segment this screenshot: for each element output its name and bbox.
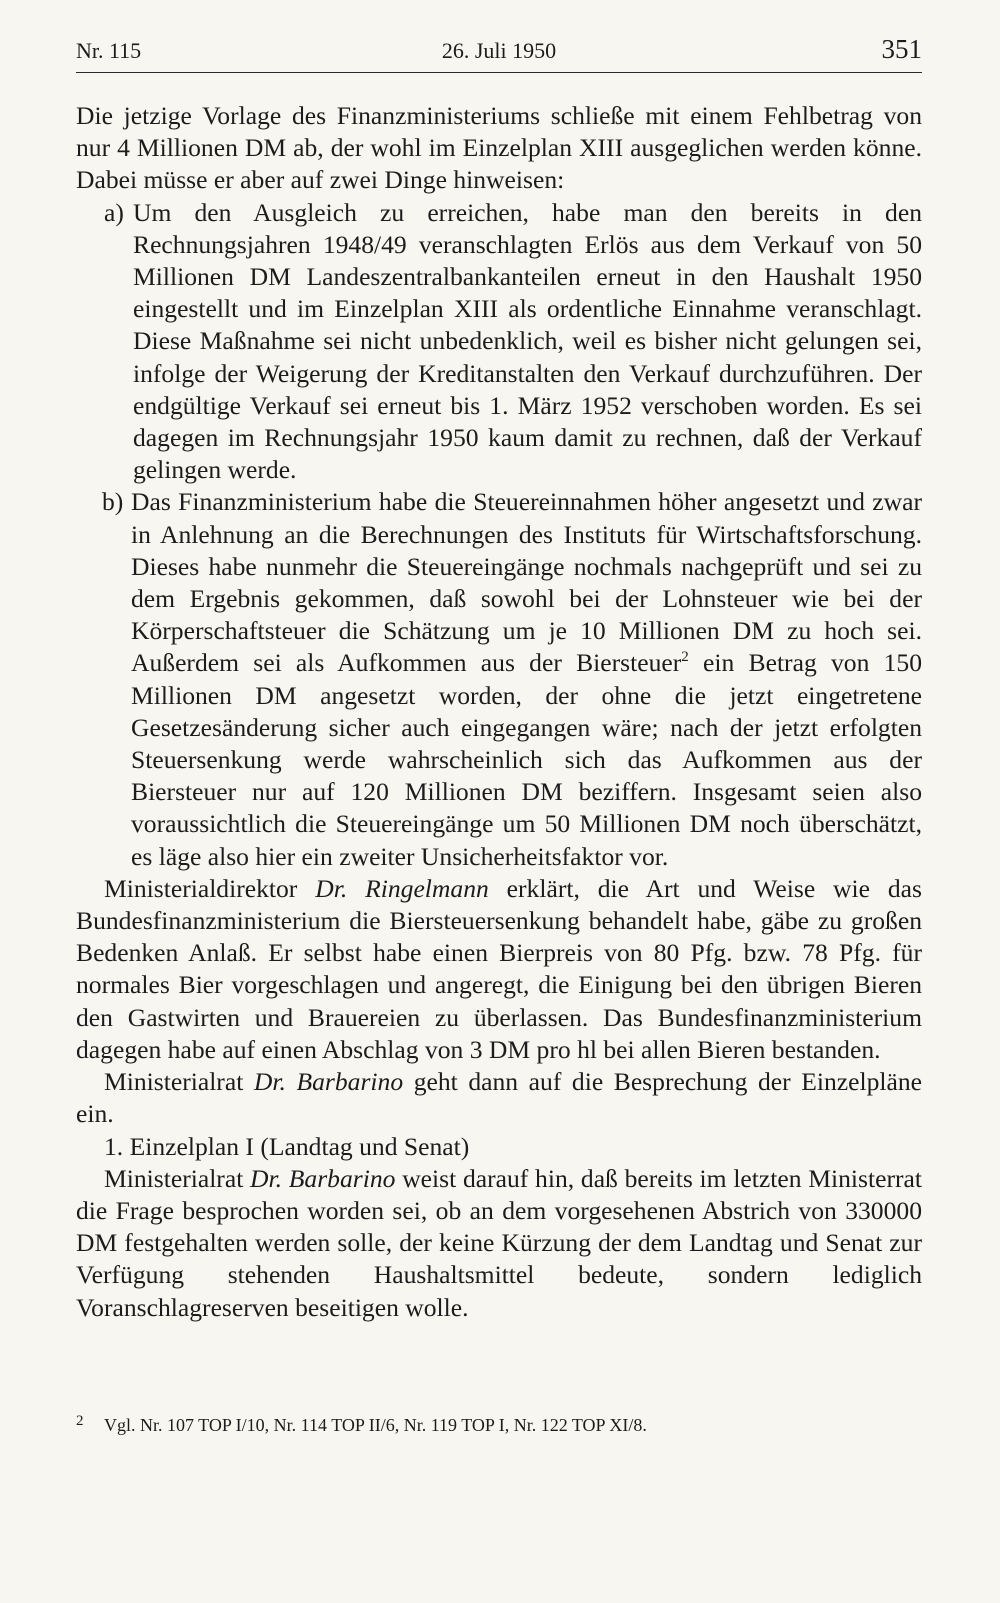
section-heading: 1. Einzelplan I (Landtag und Senat) bbox=[104, 1131, 470, 1161]
text-segment: weist darauf hin, daß bereits im letzten Ministerrat die Frage besprochen worden sei, ob an dem vorgesehenen Abstrich von 330000 DM festgehalten werden solle, der keine Kürzung der dem Landtag und Senat zur Verfügung stehenden Haushaltsmittel bedeute, sondern lediglich Voranschlagreserven beseitigen wolle. bbox=[76, 1163, 922, 1322]
footnote-number: 2 bbox=[76, 1413, 84, 1429]
list-item-text: Um den Ausgleich zu erreichen, habe man den bereits in den Rechnungsjahren 1948/49 veranschlagten Erlös aus dem Verkauf von 50 Millionen DM Landeszentralbankanteilen erneut in den Haushalt 1950 eingestellt und im Einzelplan XIII als ordentliche Einnahme veranschlagt. Diese Maßnahme sei nicht unbedenklich, weil es bisher nicht gelungen sei, infolge der Weigerung der Kreditanstalten den Verkauf durchzuführen. Der endgültige Verkauf sei erneut bis 1. März 1952 verschoben worden. Es sei dagegen im Rechnungsjahr 1950 kaum damit zu rechnen, daß der Verkauf gelingen werde. bbox=[133, 197, 922, 485]
list-item-b bbox=[76, 486, 922, 872]
page-number: 351 bbox=[881, 34, 922, 64]
running-header bbox=[76, 34, 922, 73]
paragraph: Die jetzige Vorlage des Finanzministeriums schließe mit einem Fehlbetrag von nur 4 Millionen DM ab, der wohl im Einzelplan XIII ausgeglichen werden könne. Dabei müsse er aber auf zwei Dinge hinweisen: bbox=[76, 101, 922, 195]
speaker-name: Dr. Ringelmann bbox=[315, 873, 489, 903]
text-segment: ein Betrag von 150 Millionen DM angesetzt worden, der ohne die jetzt eingetretene Gesetzesänderung sicher auch eingegangen wäre; nach der jetzt erfolgten Steuersenkung werde wahrscheinlich sich das Aufkommen aus der Biersteuer nur auf 120 Millionen DM beziffern. Insgesamt seien also voraussichtlich die Steuereingänge um 50 Millionen DM noch überschätzt, es läge also hier ein zweiter Unsicherheitsfaktor vor. bbox=[131, 648, 922, 871]
speaker-name: Dr. Barbarino bbox=[250, 1163, 396, 1193]
text-segment: Das Finanzministerium habe die Steuereinnahmen höher angesetzt und zwar in Anlehnung an die Berechnungen des Instituts für Wirtschaftsforschung. Dieses habe nunmehr die Steuereingänge nochmals nachgeprüft und sei zu dem Ergebnis gekommen, daß sowohl bei der Lohnsteuer wie bei der Körperschaftsteuer die Schätzung um je 10 Millionen DM zu hoch sei. Außerdem sei als Aufkommen aus der Biersteuer bbox=[131, 487, 922, 678]
text-segment: Ministerialrat bbox=[104, 1067, 254, 1097]
body-text bbox=[76, 100, 922, 1324]
footnote-text: Vgl. Nr. 107 TOP I/10, Nr. 114 TOP II/6, Nr. 119 TOP I, Nr. 122 TOP XI/8. bbox=[104, 1415, 647, 1435]
paragraph bbox=[76, 1066, 922, 1130]
footnote-reference: 2 bbox=[681, 649, 689, 666]
list-item-label: b) bbox=[102, 487, 124, 517]
list-item-label: a) bbox=[104, 197, 124, 227]
speaker-name: Dr. Barbarino bbox=[253, 1067, 404, 1097]
text-segment: Ministerialdirektor bbox=[104, 873, 316, 903]
text-segment: Ministerialrat bbox=[104, 1163, 251, 1193]
paragraph bbox=[76, 1163, 922, 1324]
document-date: 26. Juli 1950 bbox=[441, 38, 557, 63]
list-item-a bbox=[76, 197, 922, 487]
text-segment: geht dann auf die Besprechung der Einzelpläne ein. bbox=[76, 1067, 922, 1129]
paragraph bbox=[76, 873, 922, 1066]
document-number: Nr. 115 bbox=[76, 38, 142, 63]
text-segment: erklärt, die Art und Weise wie das Bundesfinanzministerium die Biersteuersenkung behandelt habe, gäbe zu großen Bedenken Anlaß. Er selbst habe einen Bierpreis von 80 Pfg. bzw. 78 Pfg. für normales Bier vorgeschlagen und angeregt, die Einigung bei den übrigen Bieren den Gastwirten und Brauereien zu überlassen. Das Bundesfinanzministerium dagegen habe auf einen Abschlag von 3 DM pro hl bei allen Bieren bestanden. bbox=[76, 873, 923, 1064]
list-item-text bbox=[131, 486, 922, 872]
